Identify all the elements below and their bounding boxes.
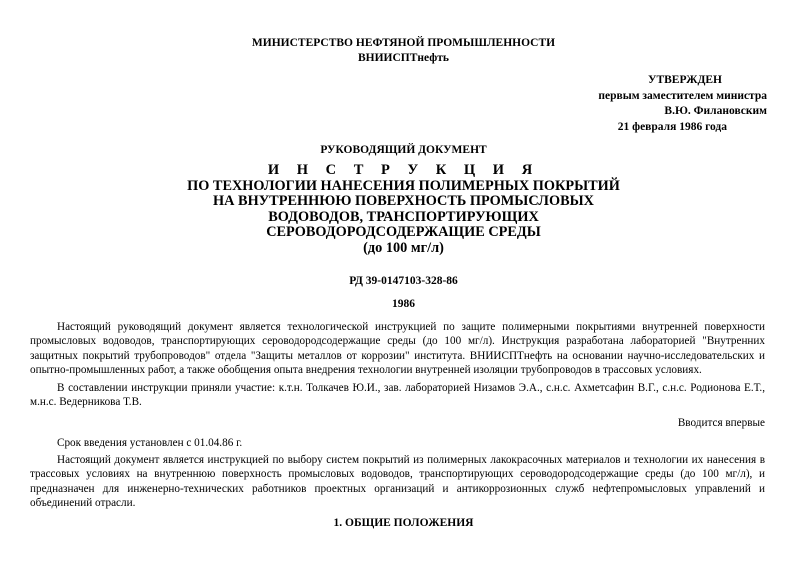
effective-date: Срок введения установлен с 01.04.86 г.	[57, 437, 243, 449]
doc-code: РД 39-0147103-328-86	[349, 275, 458, 287]
title-line-1: И Н С Т Р У К Ц И Я	[267, 162, 540, 178]
first-time-note: Вводится впервые	[677, 417, 765, 429]
doc-year: 1986	[392, 298, 415, 310]
title-line-4: ВОДОВОДОВ, ТРАНСПОРТИРУЮЩИХ	[268, 208, 539, 225]
approval-by: первым заместителем министра	[598, 89, 767, 102]
intro-paragraph: Настоящий руководящий документ является технологической инструкцией по защите полимерными покрытиями внутренней поверхности промысловых водоводов, транспортирующих сероводородсодержащие среды (до 100 мг/л). Инструкция разработана лабораторией "Внутренних защитных покрытий трубопроводов" отдела "Защиты металлов от коррозии" института. ВНИИСПТнефть на основании научно-исследовательских и опытно-промышленных работ, а также обобщения опыта внедрения технологии внутренней изоляции трубопроводов в трассовых условиях.	[30, 321, 765, 377]
approval-title: УТВЕРЖДЕН	[648, 74, 722, 86]
ministry-header: МИНИСТЕРСТВО НЕФТЯНОЙ ПРОМЫШЛЕННОСТИ	[251, 37, 556, 49]
approval-date: 21 февраля 1986 года	[617, 120, 727, 133]
approval-name: В.Ю. Филановским	[664, 105, 767, 117]
purpose-paragraph: Настоящий документ является инструкцией по выбору систем покрытий из полимерных лакокрасочных материалов и технологии их нанесения в трассовых условиях на внутреннюю поверхность промысловых водоводов, транспортирующих сероводородсодержащие среды (до 100 мг/л), и предназначен для инженерно-технических работников проектных организаций и антикоррозионных служб нефтепромысловых управлений и объединений отрасли.	[30, 454, 765, 510]
authors-paragraph: В составлении инструкции приняли участие: к.т.н. Толкачев Ю.И., зав. лабораторией Низамов Э.А., с.н.с. Ахметсафин В.Г., с.н.с. Родионова Е.Т., м.н.с. Ведерникова Т.В.	[30, 382, 765, 409]
doc-type: РУКОВОДЯЩИЙ ДОКУМЕНТ	[320, 144, 487, 156]
document-title	[0, 163, 807, 256]
title-line-5: СЕРОВОДОРОДСОДЕРЖАЩИЕ СРЕДЫ	[266, 224, 541, 240]
institute-header: ВНИИСПТнефть	[358, 52, 449, 64]
section-1-heading: 1. ОБЩИЕ ПОЛОЖЕНИЯ	[333, 517, 474, 529]
approval-block	[598, 73, 767, 135]
title-line-3: НА ВНУТРЕННЮЮ ПОВЕРХНОСТЬ ПРОМЫСЛОВЫХ	[213, 193, 594, 209]
title-line-6: (до 100 мг/л)	[363, 239, 444, 256]
title-line-2: ПО ТЕХНОЛОГИИ НАНЕСЕНИЯ ПОЛИМЕРНЫХ ПОКРЫТИЙ	[187, 177, 620, 194]
